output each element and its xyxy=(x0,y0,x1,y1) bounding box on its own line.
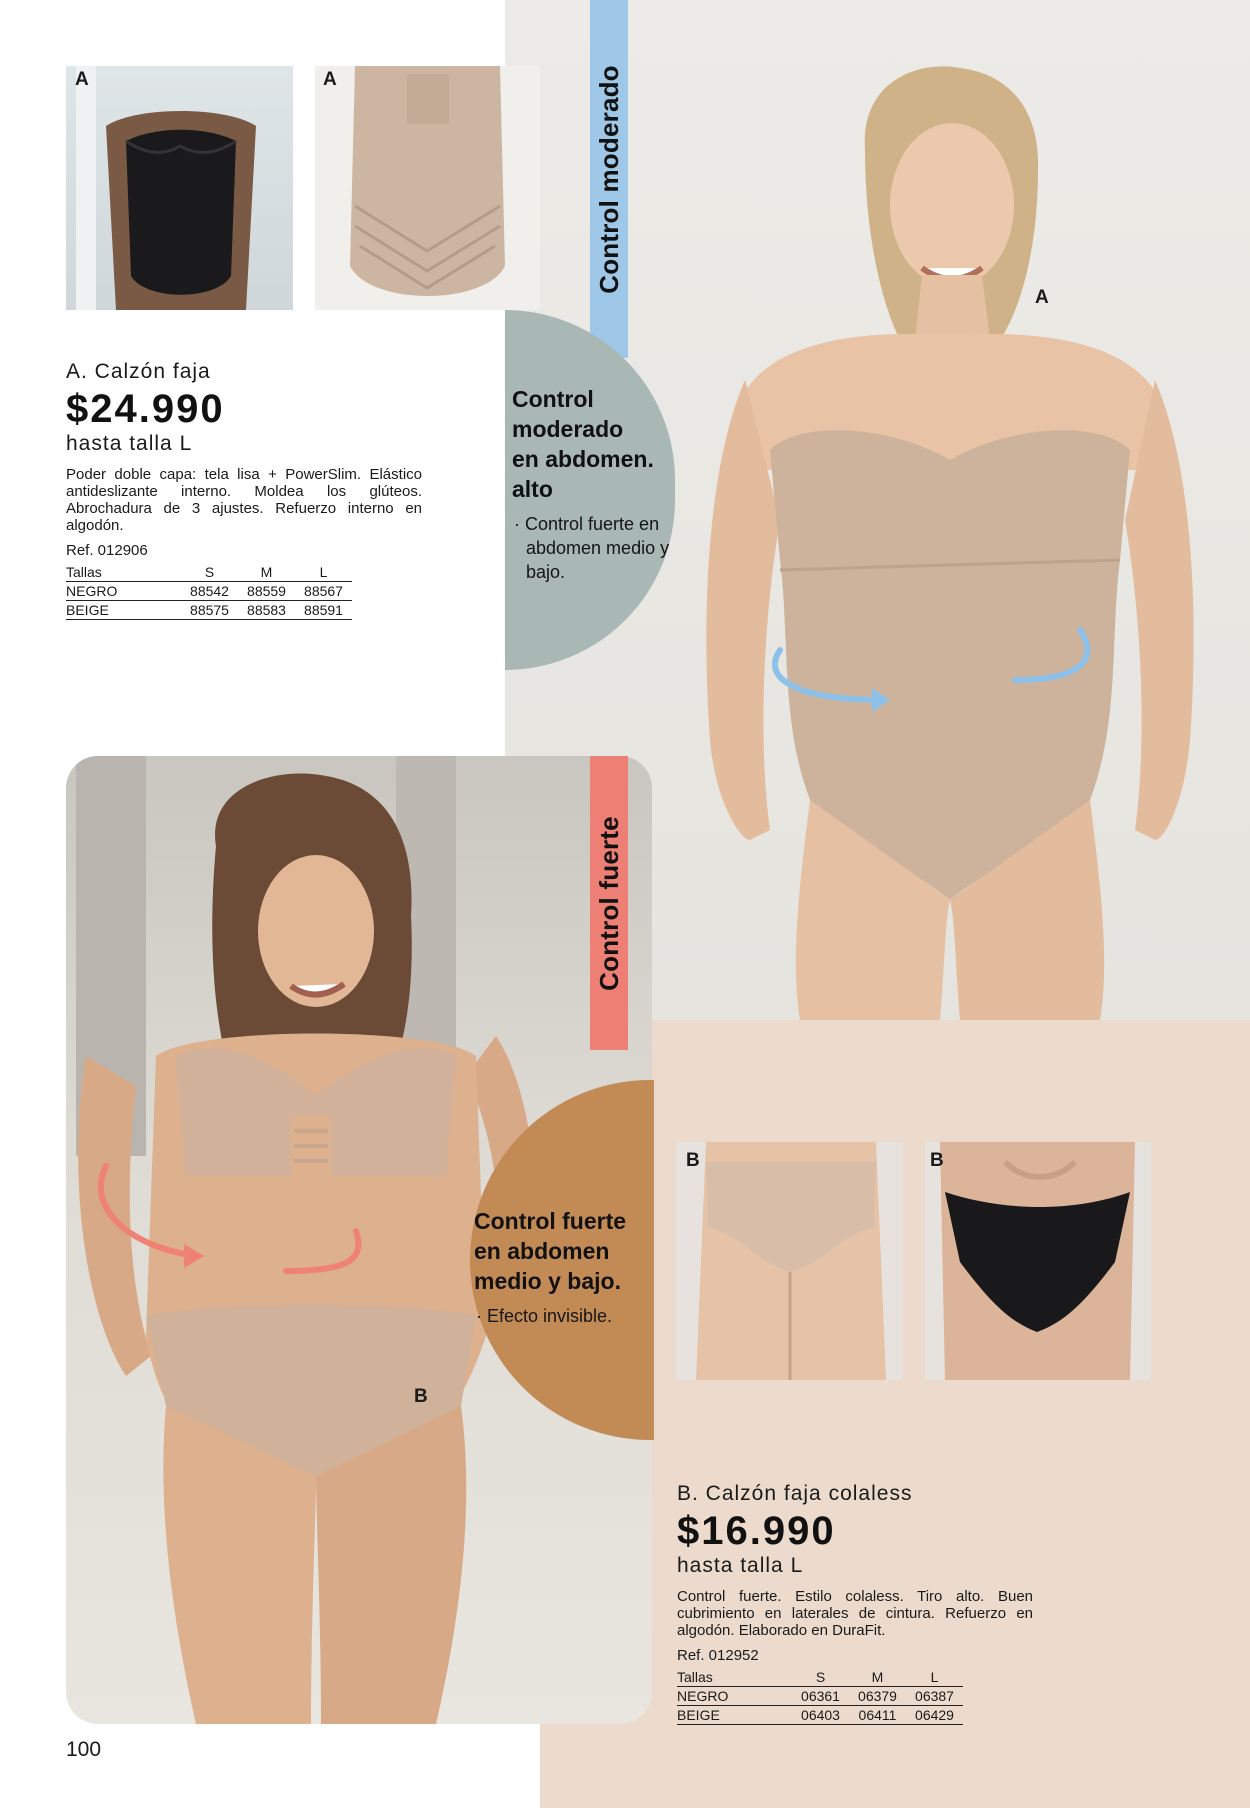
badge-moderate-line: moderado xyxy=(512,416,624,442)
product-a-ref: Ref. 012906 xyxy=(66,542,148,559)
product-b-description: Control fuerte. Estilo colaless. Tiro alto. Buen cubrimiento en laterales de cintura. Refuerzo en algodón. Elaborado en DuraFit. xyxy=(677,1588,1033,1639)
color-name: NEGRO xyxy=(66,582,181,601)
thumb-b2-letter: B xyxy=(930,1150,944,1171)
thumb-back-illustration xyxy=(315,66,540,310)
product-b-price: $16.990 xyxy=(677,1509,836,1553)
product-code: 88591 xyxy=(295,601,352,620)
badge-moderate-text xyxy=(512,384,692,584)
table-row xyxy=(677,1687,963,1706)
product-code: 88542 xyxy=(181,582,238,601)
ribbon-control-moderado xyxy=(590,0,628,358)
product-code: 88567 xyxy=(295,582,352,601)
hero-bodysuit-illustration xyxy=(660,40,1250,1020)
product-a-name: A. Calzón faja xyxy=(66,360,211,383)
badge-moderate-line: en abdomen. xyxy=(512,446,654,472)
product-code: 88583 xyxy=(238,601,295,620)
badge-moderate-line: alto xyxy=(512,476,553,502)
size-label: S xyxy=(815,1669,826,1685)
product-b-name: B. Calzón faja colaless xyxy=(677,1482,913,1505)
product-code: 06429 xyxy=(906,1706,963,1725)
badge-moderate-line: Control xyxy=(512,386,594,412)
thumb-black-illustration xyxy=(66,66,293,310)
product-b xyxy=(677,1482,1037,1725)
table-row xyxy=(66,601,352,620)
badge-strong-line: en abdomen xyxy=(474,1238,610,1264)
thumb-a1-letter: A xyxy=(75,69,89,90)
thumb-colaless-black xyxy=(925,1142,1151,1380)
size-label: M xyxy=(871,1669,884,1685)
product-a-size-table xyxy=(66,563,352,620)
hero-a-letter: A xyxy=(1035,287,1049,308)
product-code: 88575 xyxy=(181,601,238,620)
color-name: BEIGE xyxy=(66,601,181,620)
product-a xyxy=(66,360,426,620)
size-table-header: Tallas xyxy=(66,564,102,580)
ribbon-strong-label: Control fuerte xyxy=(593,815,624,991)
ribbon-moderate-label: Control moderado xyxy=(593,64,624,294)
badge-strong-line: Control fuerte xyxy=(474,1208,627,1234)
badge-strong-text xyxy=(474,1206,674,1328)
badge-strong-line: medio y bajo. xyxy=(474,1268,621,1294)
product-a-price: $24.990 xyxy=(66,387,225,431)
page-number: 100 xyxy=(66,1738,102,1761)
color-name: BEIGE xyxy=(677,1706,792,1725)
thumb-colaless-beige xyxy=(676,1142,903,1380)
thumb-bodysuit-back xyxy=(315,66,540,310)
thumb-a2-letter: A xyxy=(323,69,337,90)
product-a-description: Poder doble capa: tela lisa + PowerSlim. Elástico antideslizante interno. Moldea los glúteos. Abrochadura de 3 ajustes. Refuerzo interno en algodón. xyxy=(66,466,422,534)
product-code: 06403 xyxy=(792,1706,849,1725)
badge-moderate-bullet: · Control fuerte en abdomen medio y bajo. xyxy=(514,514,670,582)
thumb-black-panty-illustration xyxy=(925,1142,1151,1380)
size-label: L xyxy=(930,1669,939,1685)
hero-photo-bodysuit xyxy=(660,40,1250,1020)
product-code: 06387 xyxy=(906,1687,963,1706)
product-b-size-table xyxy=(677,1668,963,1725)
product-code: 06411 xyxy=(849,1706,906,1725)
product-a-size-range: hasta talla L xyxy=(66,432,193,455)
table-row xyxy=(677,1706,963,1725)
color-name: NEGRO xyxy=(677,1687,792,1706)
size-label: M xyxy=(260,564,273,580)
badge-strong-bullet: · Efecto invisible. xyxy=(476,1306,613,1326)
size-label: S xyxy=(204,564,215,580)
product-code: 88559 xyxy=(238,582,295,601)
product-code: 06379 xyxy=(849,1687,906,1706)
thumb-bodysuit-black xyxy=(66,66,293,310)
size-label: L xyxy=(319,564,328,580)
table-row xyxy=(66,582,352,601)
product-code: 06361 xyxy=(792,1687,849,1706)
thumb-b1-letter: B xyxy=(686,1150,700,1171)
product-b-ref: Ref. 012952 xyxy=(677,1647,759,1664)
ribbon-control-fuerte xyxy=(590,756,628,1050)
size-table-header: Tallas xyxy=(677,1669,713,1685)
product-b-size-range: hasta talla L xyxy=(677,1554,804,1577)
thumb-beige-illustration xyxy=(676,1142,903,1380)
hero-b-letter: B xyxy=(414,1386,428,1407)
